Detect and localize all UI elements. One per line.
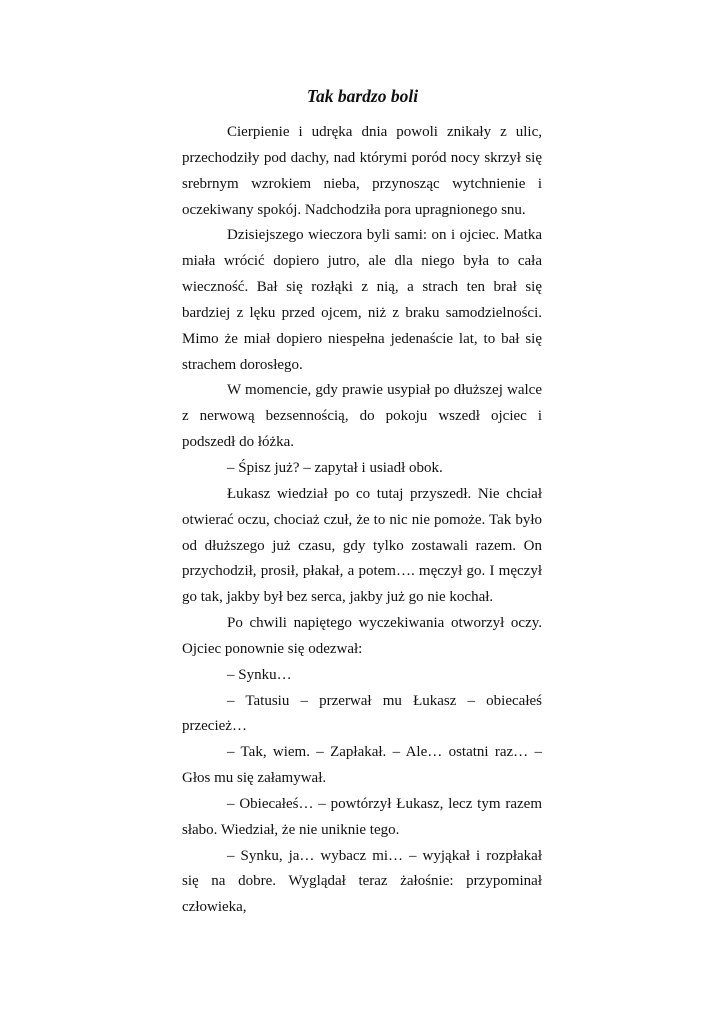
story-body: [182, 120, 542, 921]
paragraph: – Synku…: [227, 666, 292, 683]
page-title: Tak bardzo boli: [306, 86, 419, 106]
paragraph: Po chwili napiętego wyczekiwania otworzył oczy. Ojciec ponownie się odezwał:: [182, 615, 542, 657]
paragraph: Łukasz wiedział po co tutaj przyszedł. Nie chciał otwierać oczu, chociaż czuł, że to nic nie pomoże. Tak było od dłuższego już czasu, gdy tylko zostawali razem. On przychodził, prosił, płakał, a potem…. męczył go. I męczył go tak, jakby był bez serca, jakby już go nie kochał.: [182, 485, 542, 606]
paragraph: – Tatusiu – przerwał mu Łukasz – obiecałeś przecież…: [182, 692, 542, 735]
paragraph: – Śpisz już? – zapytał i usiadł obok.: [227, 459, 443, 476]
paragraph: – Tak, wiem. – Zapłakał. – Ale… ostatni raz… – Głos mu się załamywał.: [182, 744, 542, 787]
paragraph: W momencie, gdy prawie usypiał po dłuższej walce z nerwową bezsennością, do pokoju wszedł ojciec i podszedł do łóżka.: [182, 382, 542, 451]
paragraph: Cierpienie i udręka dnia powoli znikały z ulic, przechodziły pod dachy, nad którymi poród nocy skrzył się srebrnym wzrokiem nieba, przynosząc wytchnienie i oczekiwany spokój. Nadchodziła pora upragnionego snu.: [182, 124, 542, 218]
paragraph: – Synku, ja… wybacz mi… – wyjąkał i rozpłakał się na dobre. Wyglądał teraz żałośnie: przypominał człowieka,: [182, 847, 542, 916]
paragraph: Dzisiejszego wieczora byli sami: on i ojciec. Matka miała wrócić dopiero jutro, ale dla niego była to cała wieczność. Bał się rozłąki z nią, a strach ten brał się bardziej z lęku przed ojcem, niż z braku samodzielności. Mimo że miał dopiero niespełna jedenaście lat, to bał się strachem dorosłego.: [182, 227, 542, 373]
paragraph: – Obiecałeś… – powtórzył Łukasz, lecz tym razem słabo. Wiedział, że nie uniknie tego.: [182, 795, 542, 838]
